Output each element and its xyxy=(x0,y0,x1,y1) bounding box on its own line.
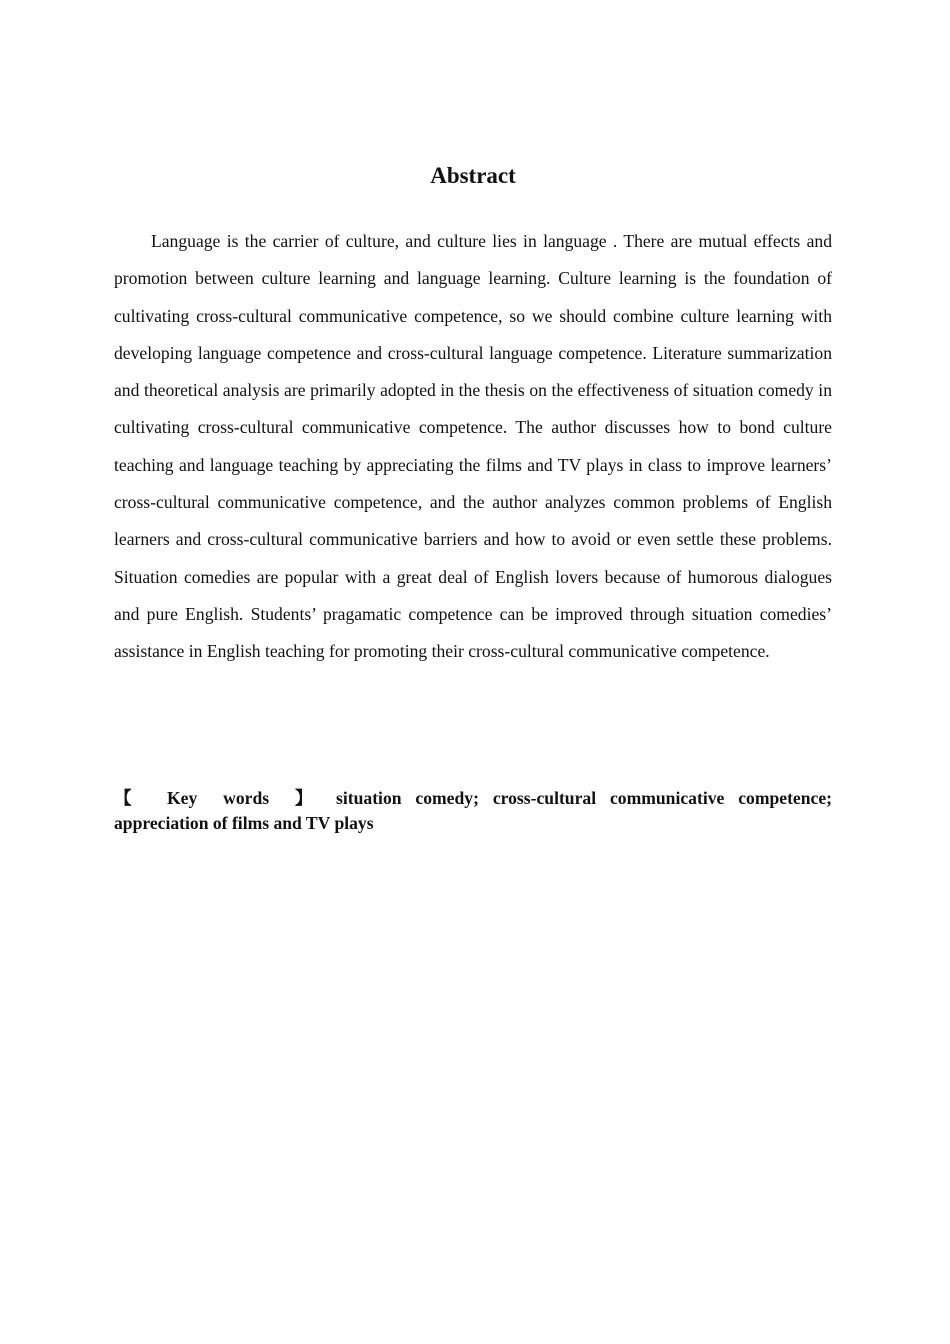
keywords-text: situation comedy; cross-cultural communicative competence; appreciation of films and TV plays xyxy=(114,788,832,833)
keywords-label: 【 Key words 】 xyxy=(114,788,323,808)
abstract-paragraph: Language is the carrier of culture, and culture lies in language . There are mutual effects and promotion between culture learning and language learning. Culture learning is the foundation of cultivating cross-cultural communicative competence, so we should combine culture learning with developing language competence and cross-cultural language competence. Literature summarization and theoretical analysis are primarily adopted in the thesis on the effectiveness of situation comedy in cultivating cross-cultural communicative competence. The author discusses how to bond culture teaching and language teaching by appreciating the films and TV plays in class to improve learners’ cross-cultural communicative competence, and the author analyzes common problems of English learners and cross-cultural communicative barriers and how to avoid or even settle these problems. Situation comedies are popular with a great deal of English lovers because of humorous dialogues and pure English. Students’ pragamatic competence can be improved through situation comedies’ assistance in English teaching for promoting their cross-cultural communicative competence. xyxy=(114,231,832,662)
keywords-line xyxy=(114,786,832,836)
abstract-title: Abstract xyxy=(430,163,516,188)
